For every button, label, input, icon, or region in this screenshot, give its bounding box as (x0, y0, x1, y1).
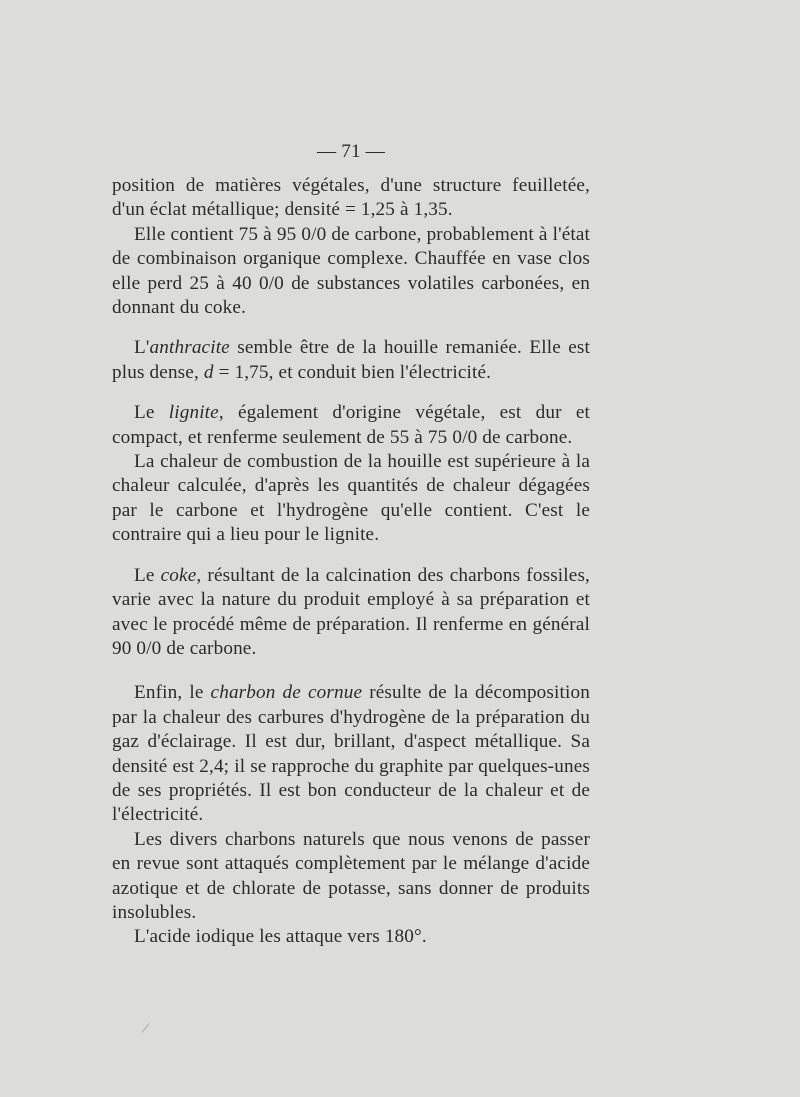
page-number: — 71 — (316, 141, 386, 162)
text-run: = 1,75, et conduit bien l'électricité. (213, 361, 492, 383)
text-run: Le (134, 564, 161, 586)
italic-term: lignite (168, 402, 219, 424)
text-run: , résultant de la calcination des charbons fossiles, varie avec la nature du produit employé à sa préparation et avec le procédé même de préparation. Il renferme en général 90 0/0 de carbone. (112, 564, 591, 659)
paragraph-p2 (112, 223, 590, 321)
text-run: semble être de la houille remaniée. Elle est plus dense, (112, 337, 590, 383)
text-run: Elle contient 75 à 95 0/0 de carbone, probablement à l'état de combinaison organique complexe. Chauffée en vase clos elle perd 25 à 40 0/0 de substances volatiles carbonées, en donnant du coke. (112, 223, 590, 319)
italic-term: anthracite (149, 337, 230, 359)
paragraph-p6 (112, 564, 590, 662)
text-run: L'acide iodique les attaque vers 180°. (134, 926, 427, 948)
stray-pencil-mark: / (140, 1019, 151, 1038)
page-text-block (112, 140, 590, 950)
italic-term: d (203, 361, 214, 383)
paragraph-p1 (112, 174, 590, 223)
paragraph-p5 (112, 450, 590, 548)
paragraph-p7 (112, 681, 590, 827)
text-run: position de matières végétales, d'une structure feuilletée, d'un éclat métallique; densité = 1,25 à 1,35. (112, 175, 590, 221)
paragraph-p9 (112, 925, 590, 949)
paragraph-p8 (112, 828, 590, 926)
text-run: Enfin, le (134, 682, 211, 704)
italic-term: charbon de cornue (210, 682, 363, 704)
text-run: La chaleur de combustion de la houille est supérieure à la chaleur calculée, d'après les quantités de chaleur dégagées par le carbone et l'hydrogène qu'elle contient. C'est le contraire qui a lieu pour le lignite. (112, 451, 590, 546)
paragraph-p4 (112, 401, 590, 450)
text-run: résulte de la décomposition par la chaleur des carbures d'hydrogène de la préparation du gaz d'éclairage. Il est dur, brillant, d'aspect métallique. Sa densité est 2,4; il se rapproche du graphite par quelques-unes de ses propriétés. Il est bon conducteur de la chaleur et de l'électricité. (112, 682, 590, 826)
paragraph-list (112, 174, 590, 950)
text-run: Les divers charbons naturels que nous venons de passer en revue sont attaqués complètement par le mélange d'acide azotique et de chlorate de potasse, sans donner de produits insolubles. (112, 828, 590, 923)
text-run: , également d'origine végétale, est dur et compact, et renferme seulement de 55 à 75 0/0 de carbone. (112, 402, 590, 448)
italic-term: coke (160, 564, 197, 586)
paragraph-p3 (112, 336, 590, 385)
text-run: L' (134, 337, 150, 359)
text-run: Le (134, 402, 169, 424)
